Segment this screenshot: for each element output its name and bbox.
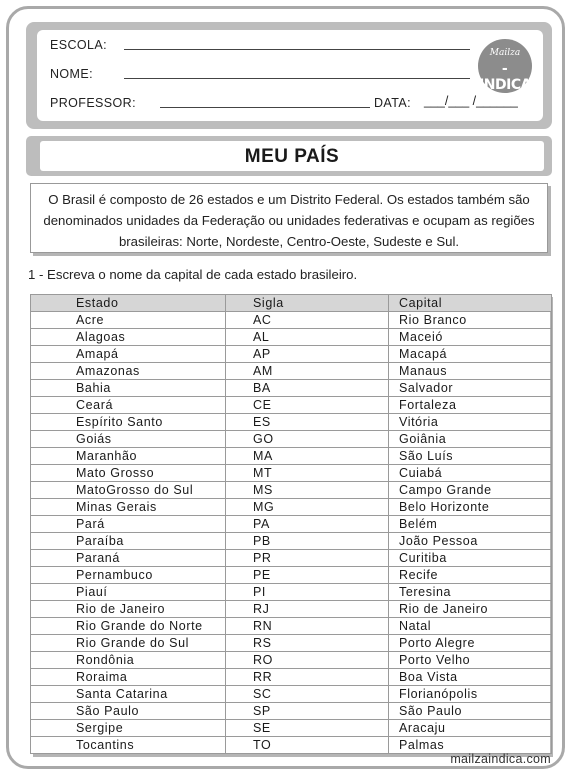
table-row: [31, 312, 552, 329]
state-name-cell: Rondônia: [31, 652, 226, 669]
table-row: [31, 516, 552, 533]
table-row: [31, 550, 552, 567]
state-name-cell: Amapá: [31, 346, 226, 363]
capital-cell[interactable]: Belém: [389, 516, 552, 533]
capital-cell[interactable]: Florianópolis: [389, 686, 552, 703]
state-name-cell: Rio de Janeiro: [31, 601, 226, 618]
data-label: DATA:: [374, 96, 411, 110]
table-row: [31, 329, 552, 346]
state-name-cell: Pernambuco: [31, 567, 226, 584]
table-row: [31, 414, 552, 431]
state-abbr-cell: GO: [226, 431, 389, 448]
capital-cell[interactable]: Campo Grande: [389, 482, 552, 499]
question-text: 1 - Escreva o nome da capital de cada estado brasileiro.: [28, 267, 358, 282]
table-row: [31, 635, 552, 652]
state-name-cell: São Paulo: [31, 703, 226, 720]
capital-cell[interactable]: Rio de Janeiro: [389, 601, 552, 618]
column-header-sigla: Sigla: [226, 295, 389, 312]
logo-script: Mailza: [489, 48, 521, 58]
states-table: [30, 294, 552, 754]
state-name-cell: Acre: [31, 312, 226, 329]
state-abbr-cell: RN: [226, 618, 389, 635]
state-abbr-cell: AC: [226, 312, 389, 329]
table-row: [31, 567, 552, 584]
state-abbr-cell: RR: [226, 669, 389, 686]
brand-logo: [478, 39, 532, 93]
table-row: [31, 397, 552, 414]
table-row: [31, 533, 552, 550]
date-blanks[interactable]: ___/___ /______: [424, 94, 518, 108]
table-row: [31, 720, 552, 737]
state-name-cell: Santa Catarina: [31, 686, 226, 703]
table-row: [31, 601, 552, 618]
state-abbr-cell: ES: [226, 414, 389, 431]
state-name-cell: Mato Grosso: [31, 465, 226, 482]
state-name-cell: Ceará: [31, 397, 226, 414]
table-row: [31, 652, 552, 669]
state-name-cell: Espírito Santo: [31, 414, 226, 431]
capital-cell[interactable]: Rio Branco: [389, 312, 552, 329]
state-name-cell: Minas Gerais: [31, 499, 226, 516]
table-row: [31, 499, 552, 516]
capital-cell[interactable]: Cuiabá: [389, 465, 552, 482]
capital-cell[interactable]: Goiânia: [389, 431, 552, 448]
state-name-cell: Bahia: [31, 380, 226, 397]
table-row: [31, 346, 552, 363]
state-name-cell: Maranhão: [31, 448, 226, 465]
logo-wordmark: - INDICA: [478, 61, 532, 93]
state-abbr-cell: RO: [226, 652, 389, 669]
state-abbr-cell: MG: [226, 499, 389, 516]
state-abbr-cell: PR: [226, 550, 389, 567]
capital-cell[interactable]: João Pessoa: [389, 533, 552, 550]
state-abbr-cell: MS: [226, 482, 389, 499]
state-name-cell: Rio Grande do Sul: [31, 635, 226, 652]
state-abbr-cell: RJ: [226, 601, 389, 618]
capital-cell[interactable]: Palmas: [389, 737, 552, 754]
capital-cell[interactable]: Belo Horizonte: [389, 499, 552, 516]
capital-cell[interactable]: Porto Velho: [389, 652, 552, 669]
state-abbr-cell: BA: [226, 380, 389, 397]
state-abbr-cell: PB: [226, 533, 389, 550]
escola-line[interactable]: [124, 49, 470, 50]
table-row: [31, 737, 552, 754]
state-abbr-cell: SC: [226, 686, 389, 703]
column-header-capital: Capital: [389, 295, 552, 312]
escola-label: ESCOLA:: [50, 38, 107, 52]
state-abbr-cell: AM: [226, 363, 389, 380]
state-name-cell: Amazonas: [31, 363, 226, 380]
capital-cell[interactable]: Fortaleza: [389, 397, 552, 414]
capital-cell[interactable]: Salvador: [389, 380, 552, 397]
state-name-cell: Piauí: [31, 584, 226, 601]
state-abbr-cell: CE: [226, 397, 389, 414]
state-abbr-cell: AL: [226, 329, 389, 346]
state-abbr-cell: SE: [226, 720, 389, 737]
state-abbr-cell: TO: [226, 737, 389, 754]
state-name-cell: Roraima: [31, 669, 226, 686]
state-name-cell: Paraná: [31, 550, 226, 567]
table-row: [31, 686, 552, 703]
capital-cell[interactable]: São Paulo: [389, 703, 552, 720]
footer-website: mailzaindica.com: [450, 752, 551, 766]
table-row: [31, 703, 552, 720]
page-title: MEU PAÍS: [40, 141, 544, 171]
table-row: [31, 482, 552, 499]
professor-label: PROFESSOR:: [50, 96, 136, 110]
state-abbr-cell: RS: [226, 635, 389, 652]
capital-cell[interactable]: Manaus: [389, 363, 552, 380]
column-header-estado: Estado: [31, 295, 226, 312]
capital-cell[interactable]: Macapá: [389, 346, 552, 363]
states-table-wrapper: [30, 294, 550, 754]
capital-cell[interactable]: Porto Alegre: [389, 635, 552, 652]
state-abbr-cell: MT: [226, 465, 389, 482]
table-header-row: [31, 295, 552, 312]
table-row: [31, 431, 552, 448]
table-row: [31, 584, 552, 601]
capital-cell[interactable]: Recife: [389, 567, 552, 584]
state-name-cell: MatoGrosso do Sul: [31, 482, 226, 499]
capital-cell[interactable]: Aracaju: [389, 720, 552, 737]
state-abbr-cell: PI: [226, 584, 389, 601]
state-name-cell: Goiás: [31, 431, 226, 448]
state-abbr-cell: MA: [226, 448, 389, 465]
state-name-cell: Sergipe: [31, 720, 226, 737]
state-abbr-cell: AP: [226, 346, 389, 363]
table-row: [31, 448, 552, 465]
capital-cell[interactable]: Maceió: [389, 329, 552, 346]
state-abbr-cell: PE: [226, 567, 389, 584]
capital-cell[interactable]: Vitória: [389, 414, 552, 431]
state-name-cell: Paraíba: [31, 533, 226, 550]
table-row: [31, 363, 552, 380]
capital-cell[interactable]: Teresina: [389, 584, 552, 601]
table-row: [31, 618, 552, 635]
state-abbr-cell: PA: [226, 516, 389, 533]
capital-cell[interactable]: Boa Vista: [389, 669, 552, 686]
nome-label: NOME:: [50, 67, 93, 81]
nome-line[interactable]: [124, 78, 470, 79]
state-name-cell: Alagoas: [31, 329, 226, 346]
state-name-cell: Rio Grande do Norte: [31, 618, 226, 635]
professor-line[interactable]: [160, 107, 370, 108]
table-row: [31, 465, 552, 482]
state-abbr-cell: SP: [226, 703, 389, 720]
state-name-cell: Pará: [31, 516, 226, 533]
description-box: O Brasil é composto de 26 estados e um Distrito Federal. Os estados também são denominados unidades da Federação ou unidades federativas e ocupam as regiões brasileiras: Norte, Nordeste, Centro-Oeste, Sudeste e Sul.: [30, 183, 548, 253]
table-row: [31, 669, 552, 686]
capital-cell[interactable]: São Luís: [389, 448, 552, 465]
state-name-cell: Tocantins: [31, 737, 226, 754]
table-row: [31, 380, 552, 397]
capital-cell[interactable]: Curitiba: [389, 550, 552, 567]
capital-cell[interactable]: Natal: [389, 618, 552, 635]
